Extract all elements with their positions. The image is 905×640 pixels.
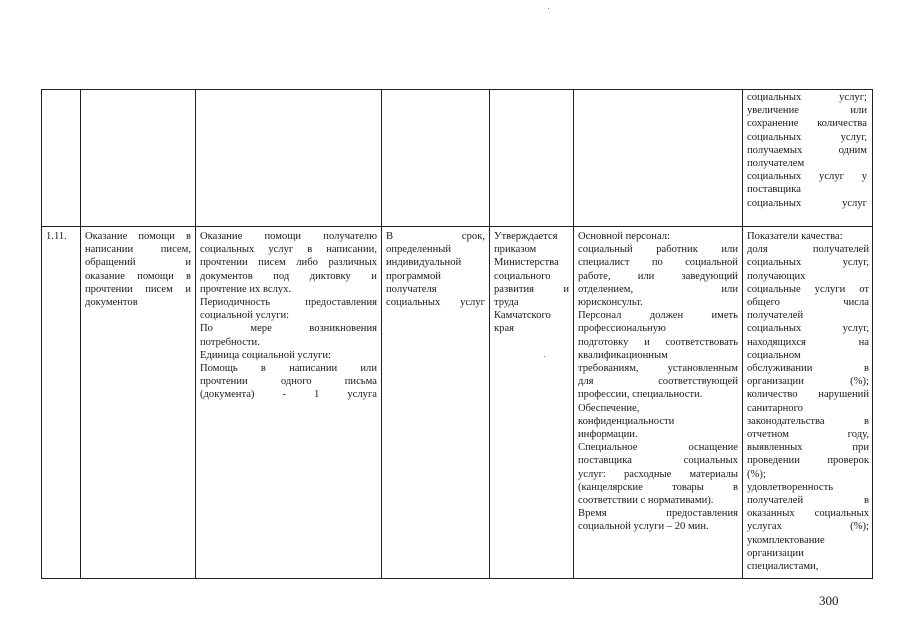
text-line: доля получателей (747, 244, 869, 256)
text-line: потребности. (200, 336, 260, 348)
text-line: юрисконсульт. (578, 297, 643, 309)
text-line: социальной услуги: (200, 310, 290, 322)
text-line: В срок, (386, 231, 485, 242)
text-line: социальные услуги от (747, 283, 869, 295)
prev-row-indicators-cell (747, 91, 867, 210)
text-line: информации. (578, 429, 638, 441)
text-line: труда (494, 297, 519, 309)
text-line: социальных услуг у (747, 171, 867, 183)
service-term-cell (386, 230, 485, 309)
text-line: написании писем, (85, 244, 191, 256)
row-border (41, 578, 873, 579)
text-line: социальных услуг, (747, 323, 869, 335)
text-line: оказанных социальных (747, 508, 869, 520)
text-line: специалистами, (747, 561, 819, 573)
text-line: Оказание помощи получателю (200, 231, 377, 242)
text-line: Оказание помощи в (85, 231, 191, 242)
text-line: общего числа (747, 297, 869, 309)
text-line: поставщика социальных (578, 455, 738, 467)
text-line: соответствии с нормативами). (578, 495, 714, 507)
text-line: поставщика (747, 184, 801, 196)
text-line: профессиональную (578, 323, 666, 335)
text-line: санитарного (747, 402, 803, 414)
text-line: обращений и (85, 257, 191, 269)
scan-speck (544, 356, 545, 357)
text-line: социальных услуг, (747, 131, 867, 143)
text-line: Помощь в написании или (200, 363, 377, 375)
text-line: оказание помощи в (85, 270, 191, 282)
text-line: приказом (494, 244, 537, 256)
text-line: (канцелярские товары в (578, 481, 738, 493)
row-number-cell (46, 230, 78, 243)
text-line: Министерства (494, 257, 559, 269)
service-name-cell (85, 230, 191, 309)
text-line: Время предоставления (578, 508, 738, 520)
text-line: прочтении одного письма (200, 376, 377, 388)
text-line: Утверждается (494, 231, 558, 242)
text-line: программой (386, 270, 441, 282)
text-line: социальный работник или (578, 244, 738, 256)
text-line: прочтение их вслух. (200, 283, 292, 295)
text-line: обслуживании в (747, 363, 869, 375)
text-line: организации (%); (747, 376, 869, 388)
text-line: прочтении писем либо различных (200, 257, 377, 269)
column-border (872, 89, 873, 579)
text-line: индивидуальной (386, 257, 462, 269)
text-line: социального (494, 270, 551, 282)
text-line: профессии, специальности. (578, 389, 703, 401)
text-line: получаемых одним (747, 144, 867, 156)
text-line: выявленных при (747, 442, 869, 454)
text-line: Камчатского (494, 310, 551, 322)
text-line: прочтении писем и (85, 283, 191, 295)
text-line: количество нарушений (747, 389, 869, 401)
text-line: социальных услуг, (747, 257, 869, 269)
text-line: документов (85, 297, 138, 309)
text-line: получателей в (747, 495, 869, 507)
text-line: Периодичность предоставления (200, 297, 377, 309)
text-line: социальном (747, 349, 801, 361)
text-line: специалист по социальной (578, 257, 738, 269)
text-line: находящихся на (747, 336, 869, 348)
text-line: Показатели качества: (747, 231, 843, 242)
text-line: квалификационным (578, 349, 668, 361)
text-line: услугах (%); (747, 521, 869, 533)
column-border (80, 89, 81, 579)
column-border (195, 89, 196, 579)
text-line: получающих (747, 270, 806, 282)
text-line: увеличение или (747, 105, 867, 117)
text-line: (%); (747, 468, 766, 480)
text-line: сохранение количества (747, 118, 867, 130)
text-line: отчетном году, (747, 429, 869, 441)
text-line: края (494, 323, 515, 335)
text-line: (документа) - 1 услуга (200, 389, 377, 401)
text-line: отделением, или (578, 283, 738, 295)
text-line: законодательства в (747, 415, 869, 427)
services-table (41, 89, 873, 579)
text-line: социальных услуг в написании, (200, 244, 377, 256)
text-line: документов под диктовку и (200, 270, 377, 282)
service-description-cell (200, 230, 377, 402)
row-border (41, 226, 873, 227)
text-line: получателей (747, 310, 804, 322)
column-border (742, 89, 743, 579)
text-line: конфиденциальности (578, 415, 675, 427)
text-line: укомплектование (747, 534, 825, 546)
text-line: По мере возникновения (200, 323, 377, 335)
row-number: 1.11. (46, 231, 67, 242)
text-line: определенный (386, 244, 452, 256)
text-line: получателем (747, 158, 805, 170)
text-line: Персонал должен иметь (578, 310, 738, 322)
column-border (41, 89, 42, 579)
quality-indicators-cell (747, 230, 869, 573)
text-line: социальной услуги – 20 мин. (578, 521, 709, 533)
text-line: удовлетворенность (747, 481, 834, 493)
text-line: подготовку и соответствовать (578, 336, 738, 348)
scan-speck (548, 8, 549, 9)
text-line: организации (747, 547, 804, 559)
approval-cell (494, 230, 569, 336)
text-line: получателя (386, 283, 437, 295)
text-line: работе, или заведующий (578, 270, 738, 282)
text-line: социальных услуг (747, 197, 867, 209)
column-border (381, 89, 382, 579)
text-line: Основной персонал: (578, 231, 670, 242)
conditions-cell (578, 230, 738, 534)
text-line: социальных услуг (386, 297, 485, 309)
row-border (41, 89, 873, 90)
text-line: Единица социальной услуги: (200, 349, 331, 361)
column-border (489, 89, 490, 579)
text-line: услуг: расходные материалы (578, 468, 738, 480)
text-line: проведении проверок (747, 455, 869, 467)
text-line: социальных услуг; (747, 92, 867, 103)
text-line: для соответствующей (578, 376, 738, 388)
text-line: развития и (494, 283, 569, 295)
text-line: Специальное оснащение (578, 442, 738, 454)
column-border (573, 89, 574, 579)
page-number: 300 (819, 593, 839, 608)
text-line: требованиям, установленным (578, 363, 738, 375)
text-line: Обеспечение, (578, 402, 640, 414)
